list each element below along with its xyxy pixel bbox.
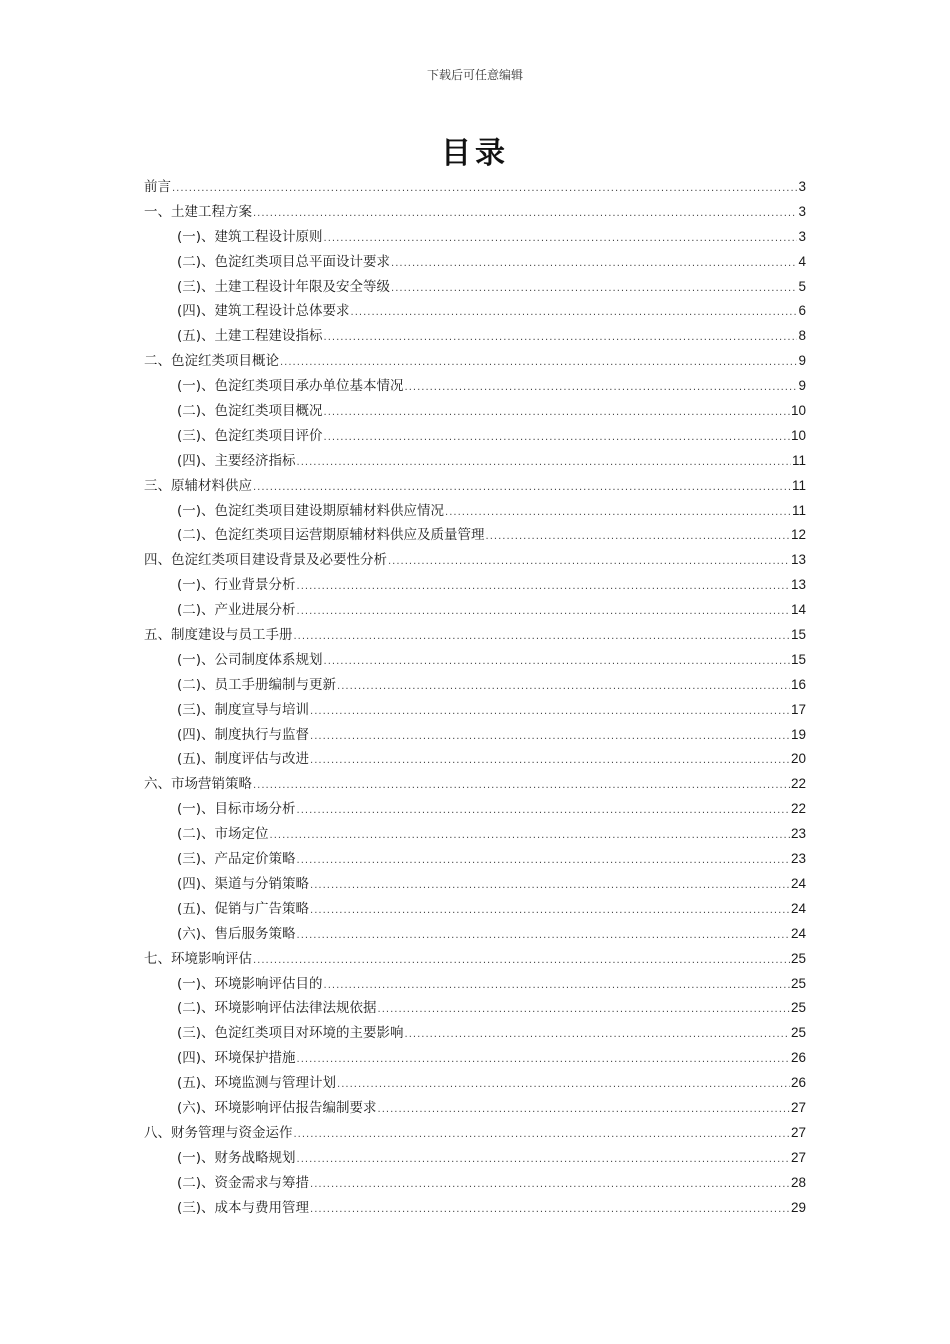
toc-entry[interactable] bbox=[144, 673, 806, 698]
toc-page-number: 14 bbox=[790, 602, 806, 618]
toc-entry[interactable] bbox=[144, 922, 806, 947]
toc-entry-text: (三)、成本与费用管理 bbox=[177, 1199, 310, 1216]
toc-entry-text: (五)、环境监测与管理计划 bbox=[177, 1075, 337, 1092]
toc-entry[interactable] bbox=[144, 299, 806, 324]
toc-entry-text: (一)、行业背景分析 bbox=[177, 577, 296, 594]
toc-dot-leader bbox=[280, 351, 797, 376]
table-of-contents bbox=[144, 175, 806, 1220]
toc-page-number: 11 bbox=[791, 452, 806, 468]
toc-entry-text: (三)、色淀红类项目对环境的主要影响 bbox=[177, 1025, 404, 1042]
toc-dot-leader bbox=[297, 1148, 790, 1173]
toc-dot-leader bbox=[310, 700, 790, 725]
toc-dot-leader bbox=[378, 1098, 790, 1123]
toc-dot-leader bbox=[351, 301, 798, 326]
toc-entry[interactable] bbox=[144, 947, 806, 972]
toc-entry[interactable] bbox=[144, 623, 806, 648]
toc-page-number: 16 bbox=[790, 676, 806, 692]
toc-entry-text: (六)、售后服务策略 bbox=[177, 925, 296, 942]
toc-entry-text: (四)、建筑工程设计总体要求 bbox=[177, 303, 350, 320]
toc-page-number: 23 bbox=[790, 851, 806, 867]
toc-entry[interactable] bbox=[144, 822, 806, 847]
toc-entry[interactable] bbox=[144, 275, 806, 300]
toc-dot-leader bbox=[253, 949, 790, 974]
toc-dot-leader bbox=[324, 227, 798, 252]
toc-page-number: 15 bbox=[790, 627, 806, 643]
toc-entry-text: (四)、环境保护措施 bbox=[177, 1050, 296, 1067]
toc-entry[interactable] bbox=[144, 523, 806, 548]
toc-entry[interactable] bbox=[144, 797, 806, 822]
toc-entry[interactable] bbox=[144, 573, 806, 598]
toc-entry[interactable] bbox=[144, 1146, 806, 1171]
toc-dot-leader bbox=[388, 550, 790, 575]
toc-entry[interactable] bbox=[144, 474, 806, 499]
toc-page-number: 3 bbox=[798, 179, 806, 194]
toc-dot-leader bbox=[486, 525, 790, 550]
toc-entry[interactable] bbox=[144, 847, 806, 872]
toc-entry[interactable] bbox=[144, 897, 806, 922]
toc-dot-leader bbox=[391, 277, 797, 302]
toc-entry[interactable] bbox=[144, 1046, 806, 1071]
toc-entry[interactable] bbox=[144, 698, 806, 723]
toc-page-number: 25 bbox=[790, 1025, 806, 1041]
toc-dot-leader bbox=[391, 252, 797, 277]
toc-page-number: 29 bbox=[790, 1199, 806, 1215]
toc-entry-text: 六、市场营销策略 bbox=[144, 776, 252, 793]
toc-entry-text: (一)、建筑工程设计原则 bbox=[177, 228, 323, 245]
toc-dot-leader bbox=[253, 774, 790, 799]
toc-dot-leader bbox=[253, 476, 791, 501]
toc-entry[interactable] bbox=[144, 424, 806, 449]
toc-entry-text: (二)、色淀红类项目概况 bbox=[177, 403, 323, 420]
toc-dot-leader bbox=[405, 376, 798, 401]
toc-page-number: 24 bbox=[790, 875, 806, 891]
toc-page-number: 27 bbox=[790, 1149, 806, 1165]
toc-entry-text: 四、色淀红类项目建设背景及必要性分析 bbox=[144, 552, 387, 569]
toc-entry-text: (二)、产业进展分析 bbox=[177, 602, 296, 619]
toc-page-number: 13 bbox=[790, 577, 806, 593]
toc-page-number: 10 bbox=[790, 427, 806, 443]
toc-page-number: 12 bbox=[790, 527, 806, 543]
toc-entry-text: (四)、渠道与分销策略 bbox=[177, 875, 310, 892]
toc-page-number: 24 bbox=[790, 925, 806, 941]
toc-entry-text: 八、财务管理与资金运作 bbox=[144, 1124, 293, 1141]
toc-entry-text: (六)、环境影响评估报告编制要求 bbox=[177, 1099, 377, 1116]
toc-page-number: 5 bbox=[798, 278, 806, 294]
toc-entry-text: (四)、制度执行与监督 bbox=[177, 726, 310, 743]
page-header: 下载后可任意编辑 bbox=[426, 68, 523, 82]
toc-entry-text: (一)、公司制度体系规划 bbox=[177, 651, 323, 668]
toc-entry[interactable] bbox=[144, 972, 806, 997]
toc-entry[interactable] bbox=[144, 548, 806, 573]
toc-dot-leader bbox=[297, 799, 790, 824]
toc-page-number: 28 bbox=[790, 1174, 806, 1190]
toc-entry-text: (一)、环境影响评估目的 bbox=[177, 975, 323, 992]
toc-dot-leader bbox=[310, 725, 790, 750]
toc-page-number: 3 bbox=[798, 203, 806, 219]
toc-dot-leader bbox=[297, 451, 791, 476]
toc-dot-leader bbox=[337, 675, 790, 700]
toc-dot-leader bbox=[405, 1023, 790, 1048]
toc-dot-leader bbox=[297, 849, 790, 874]
toc-entry[interactable] bbox=[144, 1071, 806, 1096]
toc-entry[interactable] bbox=[144, 723, 806, 748]
toc-entry-text: (三)、制度宣导与培训 bbox=[177, 701, 310, 718]
toc-page-number: 25 bbox=[790, 975, 806, 991]
toc-entry[interactable] bbox=[144, 872, 806, 897]
toc-entry[interactable] bbox=[144, 349, 806, 374]
toc-entry[interactable] bbox=[144, 1021, 806, 1046]
toc-dot-leader bbox=[324, 401, 790, 426]
toc-entry[interactable] bbox=[144, 175, 806, 200]
toc-dot-leader bbox=[445, 501, 791, 526]
toc-dot-leader bbox=[297, 600, 790, 625]
toc-entry-text: (三)、产品定价策略 bbox=[177, 851, 296, 868]
toc-page-number: 9 bbox=[798, 378, 806, 394]
toc-entry[interactable] bbox=[144, 1121, 806, 1146]
toc-entry-text: (五)、促销与广告策略 bbox=[177, 900, 310, 917]
toc-dot-leader bbox=[297, 1048, 790, 1073]
toc-entry-text: (二)、色淀红类项目运营期原辅材料供应及质量管理 bbox=[177, 527, 485, 544]
toc-entry-text: (三)、色淀红类项目评价 bbox=[177, 427, 323, 444]
toc-page-number: 9 bbox=[798, 353, 806, 369]
toc-entry-text: (一)、目标市场分析 bbox=[177, 801, 296, 818]
toc-entry[interactable] bbox=[144, 250, 806, 275]
toc-dot-leader bbox=[324, 650, 790, 675]
toc-entry[interactable] bbox=[144, 225, 806, 250]
toc-page-number: 25 bbox=[790, 950, 806, 966]
toc-entry-text: (二)、环境影响评估法律法规依据 bbox=[177, 1000, 377, 1017]
toc-entry[interactable] bbox=[144, 324, 806, 349]
toc-page-number: 27 bbox=[790, 1099, 806, 1115]
toc-entry[interactable] bbox=[144, 772, 806, 797]
toc-page-number: 10 bbox=[790, 403, 806, 419]
toc-entry-text: (二)、色淀红类项目总平面设计要求 bbox=[177, 253, 391, 270]
toc-page-number: 24 bbox=[790, 900, 806, 916]
toc-page-number: 3 bbox=[798, 228, 806, 244]
toc-entry[interactable] bbox=[144, 449, 806, 474]
toc-entry-text: 二、色淀红类项目概论 bbox=[144, 353, 279, 370]
toc-entry-text: (四)、主要经济指标 bbox=[177, 452, 296, 469]
toc-entry[interactable] bbox=[144, 374, 806, 399]
toc-page-number: 11 bbox=[791, 477, 806, 493]
toc-entry[interactable] bbox=[144, 1196, 806, 1221]
toc-dot-leader bbox=[297, 924, 790, 949]
toc-dot-leader bbox=[253, 202, 797, 227]
toc-page-number: 15 bbox=[790, 651, 806, 667]
toc-dot-leader bbox=[310, 1173, 790, 1198]
toc-page-number: 26 bbox=[790, 1075, 806, 1091]
toc-page-number: 11 bbox=[791, 502, 806, 518]
toc-entry-text: 前言 bbox=[144, 179, 171, 195]
toc-dot-leader bbox=[378, 998, 790, 1023]
toc-dot-leader bbox=[310, 874, 790, 899]
toc-entry[interactable] bbox=[144, 399, 806, 424]
toc-entry-text: (一)、色淀红类项目建设期原辅材料供应情况 bbox=[177, 502, 445, 519]
toc-dot-leader bbox=[270, 824, 790, 849]
toc-entry[interactable] bbox=[144, 1171, 806, 1196]
toc-page-number: 22 bbox=[790, 776, 806, 792]
toc-page-number: 26 bbox=[790, 1050, 806, 1066]
toc-page-number: 22 bbox=[790, 801, 806, 817]
toc-entry[interactable] bbox=[144, 747, 806, 772]
toc-page-number: 23 bbox=[790, 826, 806, 842]
toc-entry[interactable] bbox=[144, 499, 806, 524]
toc-entry-text: 三、原辅材料供应 bbox=[144, 477, 252, 494]
toc-dot-leader bbox=[324, 426, 790, 451]
toc-entry-text: (一)、财务战略规划 bbox=[177, 1149, 296, 1166]
toc-page-number: 20 bbox=[790, 751, 806, 767]
toc-entry[interactable] bbox=[144, 200, 806, 225]
toc-page-number: 19 bbox=[790, 726, 806, 742]
toc-dot-leader bbox=[310, 899, 790, 924]
toc-dot-leader bbox=[310, 1198, 790, 1223]
toc-dot-leader bbox=[294, 625, 790, 650]
toc-entry[interactable] bbox=[144, 648, 806, 673]
toc-entry-text: (三)、土建工程设计年限及安全等级 bbox=[177, 278, 391, 295]
toc-page-number: 25 bbox=[790, 1000, 806, 1016]
toc-dot-leader bbox=[324, 974, 790, 999]
toc-entry-text: (一)、色淀红类项目承办单位基本情况 bbox=[177, 378, 404, 395]
toc-page-number: 17 bbox=[790, 701, 806, 717]
toc-entry-text: 五、制度建设与员工手册 bbox=[144, 627, 293, 644]
toc-page-number: 6 bbox=[798, 303, 806, 319]
toc-entry-text: 一、土建工程方案 bbox=[144, 203, 252, 220]
toc-dot-leader bbox=[294, 1123, 790, 1148]
toc-dot-leader bbox=[337, 1073, 790, 1098]
toc-entry[interactable] bbox=[144, 996, 806, 1021]
toc-dot-leader bbox=[324, 326, 798, 351]
toc-page-number: 13 bbox=[790, 552, 806, 568]
toc-entry-text: (二)、市场定位 bbox=[177, 826, 269, 843]
toc-entry-text: 七、环境影响评估 bbox=[144, 950, 252, 967]
toc-dot-leader bbox=[297, 575, 790, 600]
toc-entry-text: (五)、制度评估与改进 bbox=[177, 751, 310, 768]
toc-title: 目录 bbox=[441, 136, 509, 171]
toc-dot-leader bbox=[310, 749, 790, 774]
toc-entry[interactable] bbox=[144, 598, 806, 623]
toc-page-number: 8 bbox=[798, 328, 806, 344]
toc-entry-text: (二)、资金需求与筹措 bbox=[177, 1174, 310, 1191]
toc-entry-text: (二)、员工手册编制与更新 bbox=[177, 676, 337, 693]
toc-page-number: 4 bbox=[798, 253, 806, 269]
toc-entry[interactable] bbox=[144, 1096, 806, 1121]
toc-page-number: 27 bbox=[790, 1124, 806, 1140]
toc-dot-leader bbox=[172, 177, 797, 202]
toc-entry-text: (五)、土建工程建设指标 bbox=[177, 328, 323, 345]
